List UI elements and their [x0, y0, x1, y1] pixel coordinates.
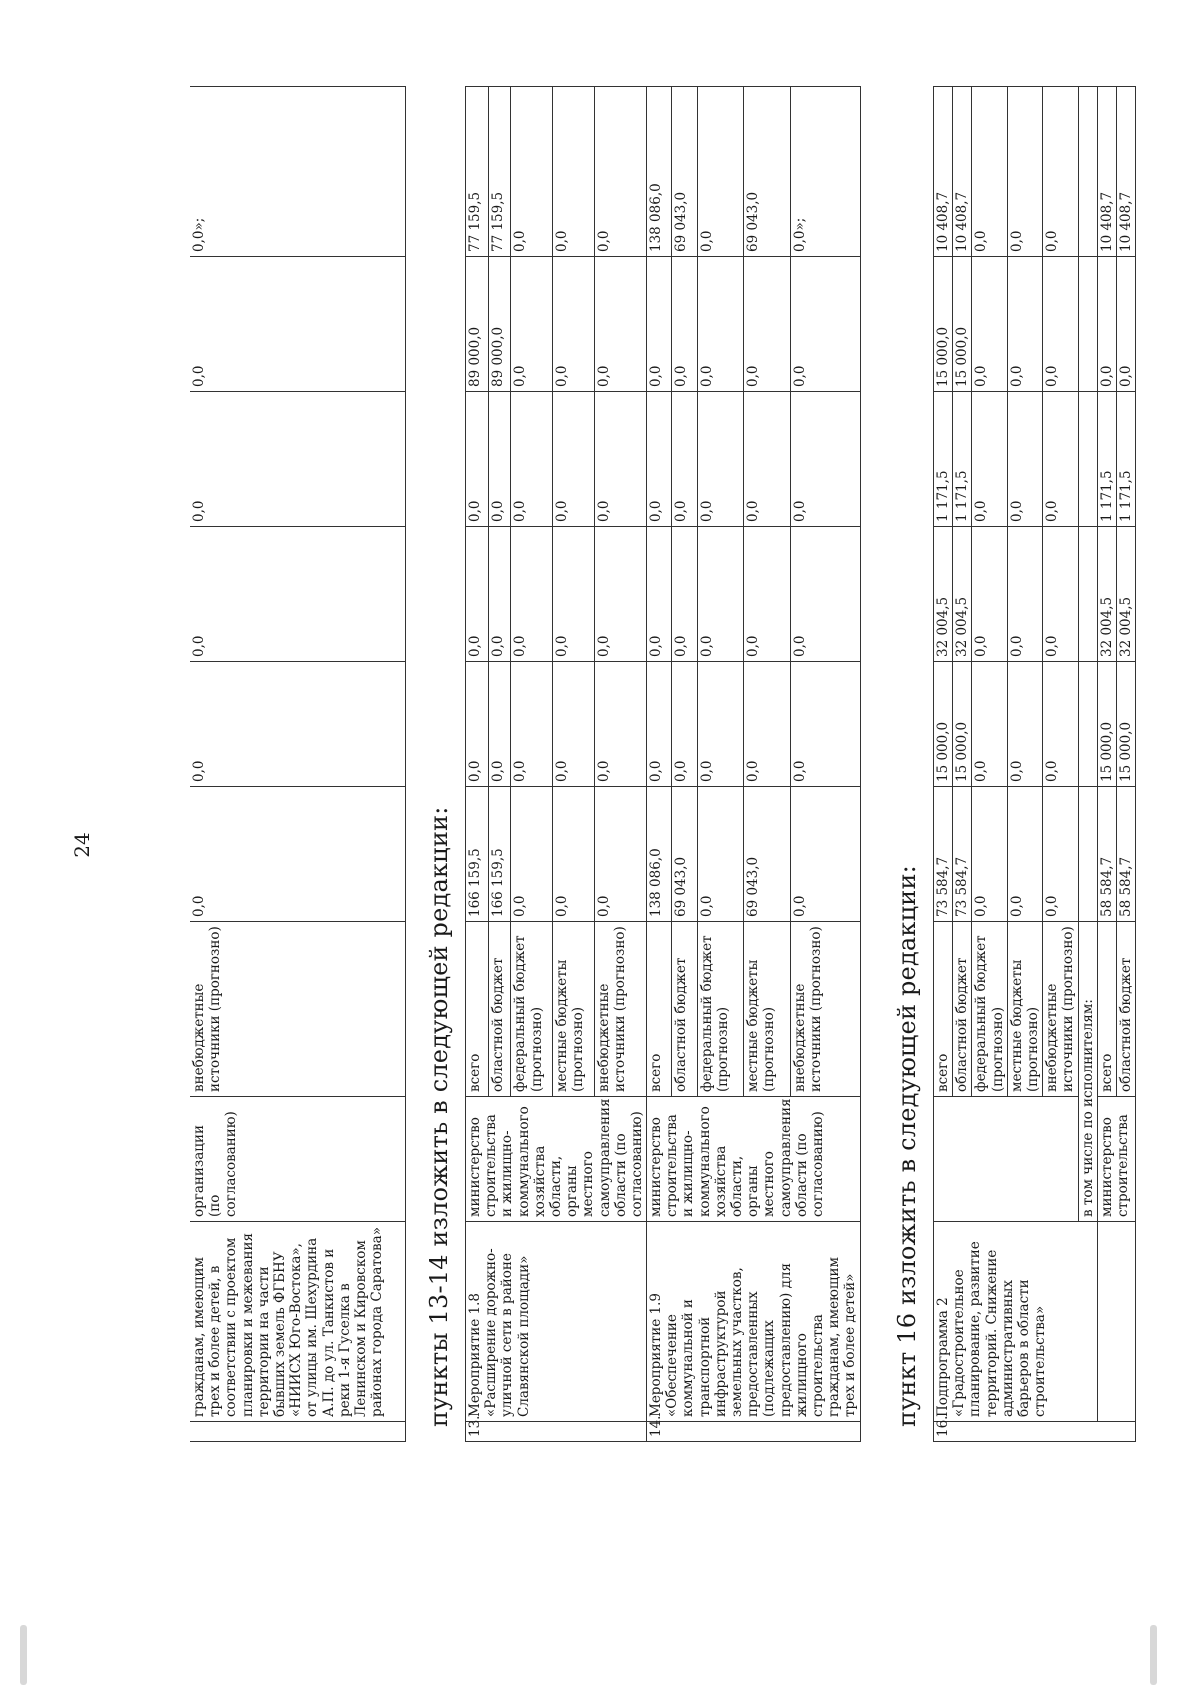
- value-cell: 0,0: [697, 662, 743, 787]
- value-cell: 0,0: [595, 392, 647, 527]
- value-cell: 0,0: [1116, 257, 1135, 392]
- value-cell: 0,0: [466, 527, 489, 662]
- section-heading-13-14: пункты 13-14 изложить в следующей редакции:: [425, 806, 453, 1427]
- source-total: всего: [647, 922, 672, 1097]
- value-cell: 32 004,5: [953, 527, 972, 662]
- source-regional: областной бюджет: [1116, 922, 1135, 1097]
- measure-name: Мероприятие 1.9 «Обеспечение коммунальной и транспортной инфраструктурой земельных участков, предоставленных (подлежащих предоставлению) для жилищного строительства гражданам, имеющим трех и более детей»: [647, 1222, 860, 1422]
- blank-cell: [1078, 392, 1097, 527]
- source-federal: федеральный бюджет (прогнозно): [972, 922, 1007, 1097]
- source-local: местные бюджеты (прогнозно): [743, 922, 790, 1097]
- value-cell: 0,0: [1043, 87, 1078, 257]
- value-cell: 0,0: [697, 392, 743, 527]
- source-cell: внебюджетные источники (прогнозно): [190, 922, 405, 1097]
- scan-artifact: [1150, 1625, 1157, 1685]
- value-cell: 0,0: [553, 662, 595, 787]
- value-cell: 15 000,0: [953, 662, 972, 787]
- value-cell: 0,0: [595, 257, 647, 392]
- value-cell: 0,0: [743, 527, 790, 662]
- page-number: 24: [70, 832, 94, 858]
- value-cell: 10 408,7: [953, 87, 972, 257]
- value-cell: 0,0: [1007, 87, 1042, 257]
- value-cell: 0,0: [511, 527, 553, 662]
- value-cell: 0,0: [647, 257, 672, 392]
- source-total: всего: [934, 922, 953, 1097]
- section-heading-16: пункт 16 изложить в следующей редакции:: [893, 865, 921, 1427]
- value-cell: 0,0»;: [790, 87, 860, 257]
- value-cell: 0,0: [647, 527, 672, 662]
- value-cell: 89 000,0: [488, 257, 511, 392]
- blank-cell: [1078, 527, 1097, 662]
- value-cell: 0,0: [466, 392, 489, 527]
- value-cell: 15 000,0: [934, 662, 953, 787]
- source-total: всего: [1097, 922, 1116, 1097]
- value-cell: 0,0: [972, 392, 1007, 527]
- value-cell: 58 584,7: [1116, 787, 1135, 922]
- value-cell: 1 171,5: [1116, 392, 1135, 527]
- value-cell: 0,0: [672, 392, 697, 527]
- value-cell: 0,0: [511, 787, 553, 922]
- value-cell: 77 159,5: [488, 87, 511, 257]
- value-cell: 69 043,0: [743, 87, 790, 257]
- value-cell: 166 159,5: [488, 787, 511, 922]
- value-cell: 0,0: [553, 527, 595, 662]
- value-cell: 0,0: [697, 527, 743, 662]
- value-cell: 0,0: [511, 392, 553, 527]
- executor-ministry: министерство строительства: [1097, 1097, 1135, 1222]
- item-16-table: [933, 86, 1136, 1442]
- source-federal: федеральный бюджет (прогнозно): [697, 922, 743, 1097]
- value-cell: 0,0: [743, 257, 790, 392]
- value-cell: 0,0: [697, 257, 743, 392]
- source-extra: внебюджетные источники (прогнозно): [595, 922, 647, 1097]
- value-cell: 10 408,7: [934, 87, 953, 257]
- value-cell: 0,0: [190, 787, 405, 922]
- value-cell: 0,0: [595, 662, 647, 787]
- value-cell: 0,0»;: [190, 87, 405, 257]
- executor-cell: [934, 1097, 1079, 1222]
- value-cell: 0,0: [972, 87, 1007, 257]
- value-cell: 0,0: [488, 392, 511, 527]
- value-cell: 0,0: [647, 392, 672, 527]
- value-cell: 0,0: [553, 257, 595, 392]
- value-cell: 0,0: [1043, 662, 1078, 787]
- measure-description: гражданам, имеющим трех и более детей, в соответствии с проектом планировки и межевания территории на части бывших земель ФГБНУ «НИИСХ Юго-Востока», от улицы им. Шехурдина А.П. до ул. Танкистов и реки 1-я Гуселка в Ленинском и Кировском районах города Саратова»: [190, 1222, 405, 1422]
- value-cell: 0,0: [1097, 257, 1116, 392]
- value-cell: 0,0: [1007, 392, 1042, 527]
- value-cell: 0,0: [511, 87, 553, 257]
- value-cell: 0,0: [1043, 787, 1078, 922]
- value-cell: 10 408,7: [1097, 87, 1116, 257]
- continuation-table: [190, 86, 406, 1442]
- value-cell: 32 004,5: [934, 527, 953, 662]
- value-cell: 0,0: [511, 257, 553, 392]
- value-cell: 0,0: [672, 527, 697, 662]
- executor-cell: организации (по согласованию): [190, 1097, 405, 1222]
- value-cell: 0,0: [743, 392, 790, 527]
- value-cell: 15 000,0: [1116, 662, 1135, 787]
- blank-cell: [1078, 87, 1097, 257]
- value-cell: 0,0: [972, 527, 1007, 662]
- value-cell: 58 584,7: [1097, 787, 1116, 922]
- source-local: местные бюджеты (прогнозно): [1007, 922, 1042, 1097]
- value-cell: 0,0: [1007, 787, 1042, 922]
- value-cell: 166 159,5: [466, 787, 489, 922]
- value-cell: 0,0: [1043, 527, 1078, 662]
- row-number: 14.: [647, 1422, 860, 1442]
- source-total: всего: [466, 922, 489, 1097]
- value-cell: 1 171,5: [953, 392, 972, 527]
- blank-cell: [1078, 662, 1097, 787]
- row-number: 16.: [934, 1422, 1136, 1442]
- executor-cell: министерство строительства и жилищно-коммунального хозяйства области, органы местного самоуправления области (по согласованию): [466, 1097, 647, 1222]
- subprogram-name: Подпрограмма 2 «Градостроительное планирование, развитие территорий. Снижение административных барьеров в области строительства»: [934, 1222, 1098, 1422]
- blank-cell: [1097, 1222, 1135, 1422]
- source-extra: внебюджетные источники (прогнозно): [1043, 922, 1078, 1097]
- value-cell: 138 086,0: [647, 787, 672, 922]
- blank-cell: [1078, 257, 1097, 392]
- value-cell: 0,0: [672, 257, 697, 392]
- blank-cell: [1078, 787, 1097, 922]
- number-cell: [190, 1422, 405, 1442]
- source-regional: областной бюджет: [672, 922, 697, 1097]
- value-cell: 0,0: [743, 662, 790, 787]
- source-local: местные бюджеты (прогнозно): [553, 922, 595, 1097]
- value-cell: 0,0: [697, 787, 743, 922]
- value-cell: 15 000,0: [1097, 662, 1116, 787]
- value-cell: 0,0: [790, 257, 860, 392]
- source-extra: внебюджетные источники (прогнозно): [790, 922, 860, 1097]
- row-number: 13.: [466, 1422, 647, 1442]
- value-cell: 32 004,5: [1097, 527, 1116, 662]
- value-cell: 15 000,0: [953, 257, 972, 392]
- value-cell: 0,0: [1043, 257, 1078, 392]
- value-cell: 0,0: [1007, 662, 1042, 787]
- scan-artifact: [20, 1625, 27, 1685]
- value-cell: 0,0: [466, 662, 489, 787]
- value-cell: 77 159,5: [466, 87, 489, 257]
- executor-cell: министерство строительства и жилищно-коммунального хозяйства области, органы местного самоуправления области (по согласованию): [647, 1097, 860, 1222]
- value-cell: 0,0: [553, 392, 595, 527]
- value-cell: 69 043,0: [672, 87, 697, 257]
- value-cell: 0,0: [595, 527, 647, 662]
- value-cell: 1 171,5: [1097, 392, 1116, 527]
- value-cell: 89 000,0: [466, 257, 489, 392]
- value-cell: 0,0: [595, 87, 647, 257]
- value-cell: 0,0: [1043, 392, 1078, 527]
- value-cell: 0,0: [190, 662, 405, 787]
- value-cell: 1 171,5: [934, 392, 953, 527]
- value-cell: 32 004,5: [1116, 527, 1135, 662]
- value-cell: 0,0: [972, 787, 1007, 922]
- value-cell: 0,0: [190, 392, 405, 527]
- including-executors-label: в том числе по исполнителям:: [1078, 922, 1097, 1222]
- value-cell: 0,0: [511, 662, 553, 787]
- source-federal: федеральный бюджет (прогнозно): [511, 922, 553, 1097]
- value-cell: 0,0: [595, 787, 647, 922]
- source-regional: областной бюджет: [488, 922, 511, 1097]
- value-cell: 0,0: [488, 662, 511, 787]
- value-cell: 0,0: [697, 87, 743, 257]
- value-cell: 0,0: [672, 662, 697, 787]
- value-cell: 0,0: [190, 527, 405, 662]
- value-cell: 0,0: [790, 662, 860, 787]
- value-cell: 0,0: [972, 662, 1007, 787]
- value-cell: 0,0: [790, 527, 860, 662]
- value-cell: 0,0: [972, 257, 1007, 392]
- value-cell: 69 043,0: [743, 787, 790, 922]
- source-regional: областной бюджет: [953, 922, 972, 1097]
- value-cell: 0,0: [1007, 257, 1042, 392]
- value-cell: 0,0: [790, 787, 860, 922]
- value-cell: 138 086,0: [647, 87, 672, 257]
- value-cell: 15 000,0: [934, 257, 953, 392]
- value-cell: 0,0: [190, 257, 405, 392]
- value-cell: 73 584,7: [953, 787, 972, 922]
- value-cell: 0,0: [790, 392, 860, 527]
- measure-name: Мероприятие 1.8 «Расширение дорожно-уличной сети в районе Славянской площади»: [466, 1222, 647, 1422]
- value-cell: 0,0: [553, 87, 595, 257]
- value-cell: 73 584,7: [934, 787, 953, 922]
- value-cell: 0,0: [1007, 527, 1042, 662]
- value-cell: 0,0: [553, 787, 595, 922]
- items-13-14-table: [465, 86, 861, 1442]
- value-cell: 10 408,7: [1116, 87, 1135, 257]
- value-cell: 0,0: [647, 662, 672, 787]
- value-cell: 69 043,0: [672, 787, 697, 922]
- value-cell: 0,0: [488, 527, 511, 662]
